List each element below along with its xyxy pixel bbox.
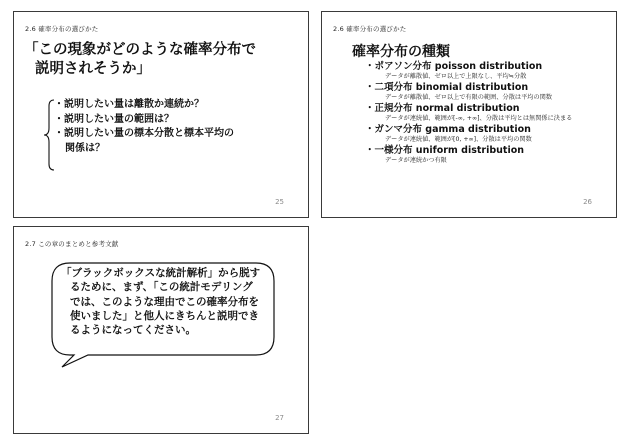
distribution-name: ・一様分布 uniform distribution	[365, 145, 524, 156]
section-header: 2.6 確率分布の選びかた	[333, 25, 407, 33]
section-header: 2.7 この章のまとめと参考文献	[25, 240, 119, 248]
distribution-name: ・ガンマ分布 gamma distribution	[365, 124, 531, 135]
bubble-line: では、このような理由でこの確率分布を	[70, 295, 259, 308]
list-item	[365, 61, 613, 81]
slide-26	[321, 11, 617, 218]
distribution-list	[365, 61, 613, 166]
bubble-line: 使いました」と他人にきちんと説明でき	[70, 309, 259, 322]
bubble-line: るために、まず、「この統計モデリング	[70, 281, 253, 294]
distribution-desc: データが離散値、ゼロ以上で有限の範囲、分散は平均の関数	[385, 94, 553, 101]
slide-25	[13, 11, 309, 218]
slide-27	[13, 226, 309, 434]
distribution-name: ・正規分布 normal distribution	[365, 103, 520, 114]
list-item	[365, 145, 613, 165]
page-number: 27	[275, 414, 284, 422]
list-item	[365, 124, 613, 144]
distribution-desc: データが離散値、ゼロ以上で上限なし、平均≒分散	[385, 73, 527, 80]
list-item: ・説明したい量の標本分散と標本平均の 関係は？	[54, 127, 304, 156]
distribution-desc: データが連続かつ有限	[385, 157, 447, 164]
slide-title	[24, 41, 304, 79]
page-number: 26	[583, 198, 592, 206]
section-header: 2.6 確率分布の選びかた	[25, 25, 99, 33]
list-item: ・説明したい量の範囲は？	[54, 113, 174, 125]
list-item	[365, 103, 613, 123]
page-number: 25	[275, 198, 284, 206]
distribution-name: ・二項分布 binomial distribution	[365, 82, 529, 93]
slide-title: 確率分布の種類	[352, 44, 450, 60]
title-line-2: 説明されそうか」	[35, 61, 151, 77]
bubble-line: るようになってください。	[70, 324, 196, 337]
title-line-1: 「この現象がどのような確率分布で	[24, 42, 256, 58]
bubble-text	[61, 266, 271, 337]
list-item: ・説明したい量は離散か連続か？	[54, 99, 204, 110]
list-item	[365, 82, 613, 102]
bubble-line: 「ブラックボックスな統計解析」から脱す	[61, 267, 261, 279]
question-list	[54, 98, 304, 156]
distribution-desc: データが連続値、範囲が[0, +∞]、分散は平均の関数	[385, 136, 532, 143]
distribution-desc: データが連続値、範囲が[-∞, +∞]、分散は平均とは無関係に決まる	[385, 115, 573, 122]
distribution-name: ・ポアソン分布 poisson distribution	[365, 61, 543, 72]
list-item-continuation: 関係は？	[65, 142, 105, 154]
